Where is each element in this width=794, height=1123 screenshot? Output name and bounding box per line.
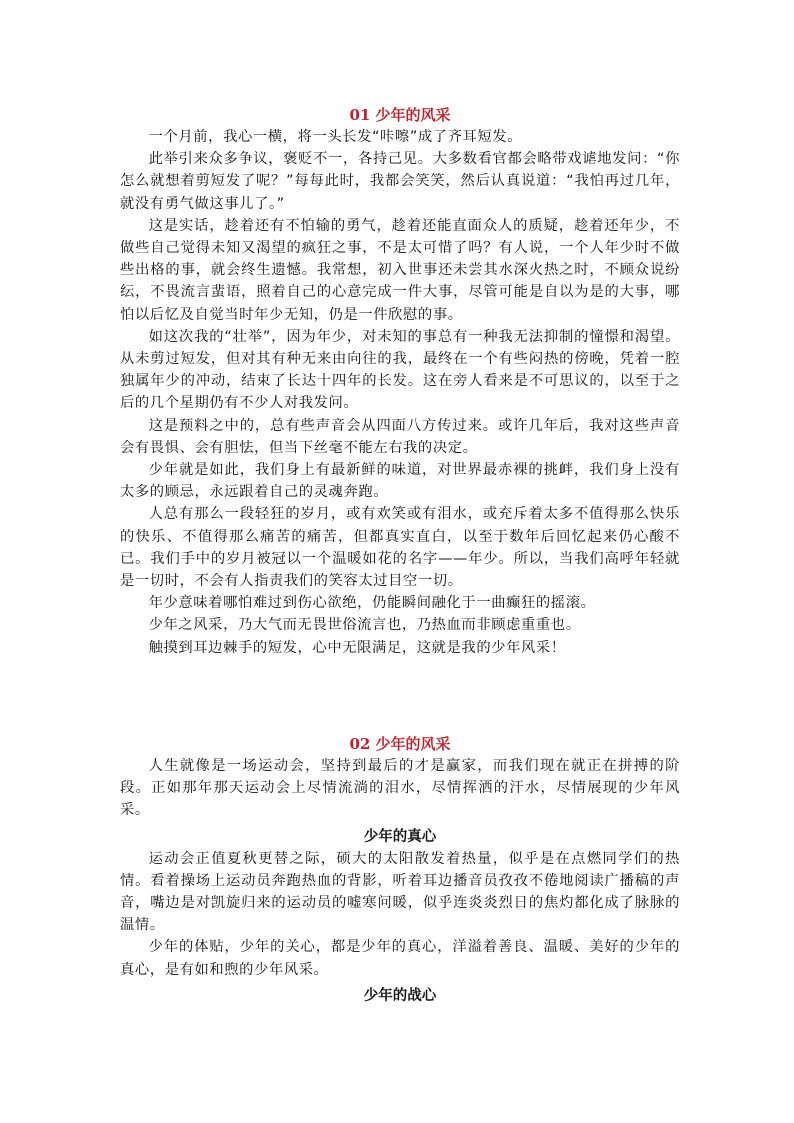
section-2-title: 02 少年的风采 [349,735,451,753]
subsection-title: 少年的战心 [363,986,437,1004]
paragraph: 年少意味着哪怕难过到伤心欲绝，仍能瞬间融化于一曲癫狂的摇滚。 [148,595,596,612]
subsection-title: 少年的真心 [363,827,437,845]
paragraph: 这是预料之中的，总有些声音会从四面八方传过来。或许几年后，我对这些声音会有畏惧、会有胆怯，但当下丝毫不能左右我的决定。 [120,417,680,456]
paragraph: 人总有那么一段轻狂的岁月，或有欢笑或有泪水，或充斥着太多不值得那么快乐的快乐、不值得那么痛苦的痛苦，但都真实直白，以至于数年后回忆起来仍心酸不已。我们手中的岁月被冠以一个温暖如花的名字——年少。所以，当我们高呼年轻就是一切时，不会有人指责我们的笑容太过目空一切。 [120,506,680,590]
paragraph: 运动会正值夏秋更替之际，硕大的太阳散发着热量，似乎是在点燃同学们的热情。看着操场上运动员奔跑热血的背影，听着耳边播音员孜孜不倦地阅读广播稿的声音，嘴边是对凯旋归来的运动员的嘘寒问暖，似乎连炎炎烈日的焦灼都化成了脉脉的温情。 [120,850,680,934]
section-2 [120,733,680,1007]
paragraph: 一个月前，我心一横，将一头长发“咔嚓”成了齐耳短发。 [148,129,523,145]
paragraph: 此举引来众多争议，褒贬不一，各持己见。大多数看官都会略带戏谑地发问：“你怎么就想着剪短发了呢？”每每此时，我都会笑笑，然后认真说道：“我怕再过几年，就没有勇气做这事儿了。” [120,151,680,212]
paragraph: 少年就是如此，我们身上有最新鲜的味道，对世界最赤裸的挑衅，我们身上没有太多的顾忌，永远跟着自己的灵魂奔跑。 [120,462,680,501]
paragraph: 这是实话，趁着还有不怕输的勇气，趁着还能直面众人的质疑，趁着还年少，不做些自己觉得未知又渴望的疯狂之事，不是太可惜了吗？有人说，一个人年少时不做些出格的事，就会终生遗憾。我常想，初入世事还未尝其水深火热之时，不顾众说纷纭，不畏流言蜚语，照着自己的心意完成一件大事，尽管可能是自以为是的大事，哪怕以后忆及自觉当时年少无知，仍是一件欣慰的事。 [120,217,680,323]
intro-paragraph: 人生就像是一场运动会，坚持到最后的才是赢家，而我们现在就正在拼搏的阶段。正如那年那天运动会上尽情流淌的泪水，尽情挥洒的汗水，尽情展现的少年风采。 [120,758,680,819]
paragraph: 少年之风采，乃大气而无畏世俗流言也，乃热血而非顾虑重重也。 [148,617,581,634]
paragraph: 少年的体贴，少年的关心，都是少年的真心，洋溢着善良、温暖、美好的少年的真心，是有如和煦的少年风采。 [120,939,680,978]
section-1 [120,104,680,659]
paragraph: 触摸到耳边棘手的短发，心中无限满足，这就是我的少年风采！ [148,639,566,656]
section-1-title: 01 少年的风采 [349,106,451,124]
paragraph: 如这次我的“壮举”，因为年少，对未知的事总有一种我无法抑制的憧憬和渴望。从未剪过短发，但对其有种无来由向往的我，最终在一个有些闷热的傍晚，凭着一腔独属年少的冲动，结束了长达十四年的长发。这在旁人看来是不可思议的，以至于之后的几个星期仍有不少人对我发问。 [120,328,680,412]
